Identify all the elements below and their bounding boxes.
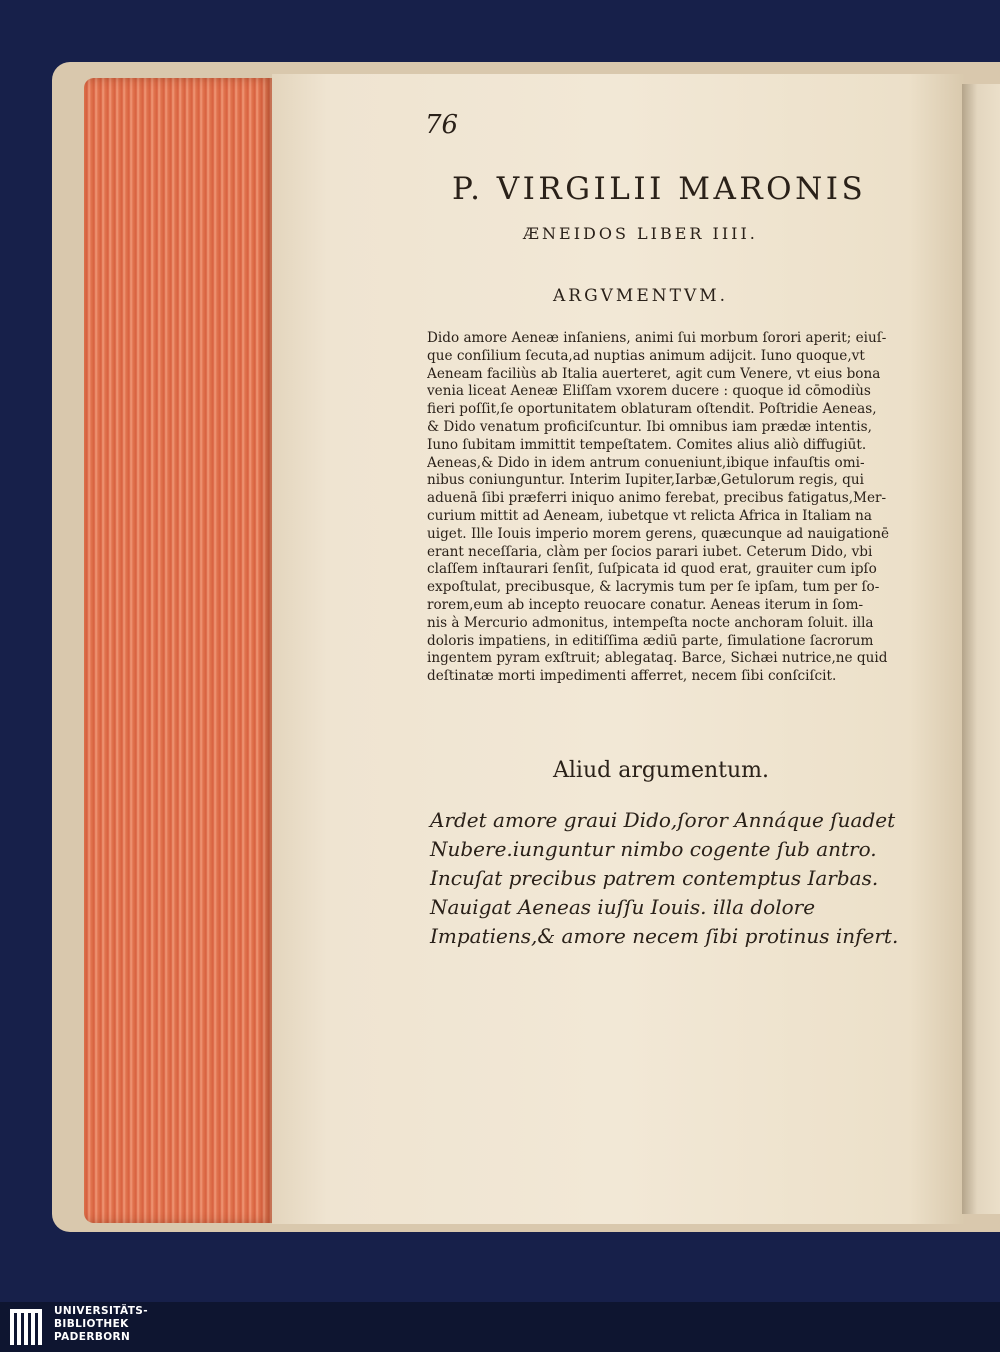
argument-line: doloris impatiens, in editiſſima ædiū parte, ſimulatione ſacrorum (427, 632, 874, 649)
argument-line: uiget. Ille Iouis imperio morem gerens, quæcunque ad nauigationē (427, 525, 890, 542)
argument-line: fieri poſſit,ſe oportunitatem oblaturam oſtendit. Poſtridie Aeneas, (427, 401, 877, 418)
argument-line: ingentem pyram exſtruit; ablegataq. Barce, Sichæi nutrice,ne quid (427, 650, 888, 667)
argument-paragraph (427, 330, 902, 686)
argument-line: nis à Mercurio admonitus, intempeſta nocte anchoram ſoluit. illa (427, 614, 874, 631)
argument-line: curium mittit ad Aeneam, iubetque vt relicta Africa in Italiam na (427, 507, 872, 524)
verse-line: Ardet amore graui Dido,ſoror Annáque ſuadet (430, 808, 896, 832)
alt-argument-heading: Aliud argumentum. (553, 758, 770, 783)
argument-line: deſtinatæ morti impedimenti afferret, necem ſibi conſciſcit. (427, 668, 837, 685)
section-heading: ARGVMENTVM. (553, 286, 729, 306)
argument-line: rorem,eum ab incepto reuocare conatur. Aeneas iterum in ſom- (427, 596, 864, 613)
argument-line: Iuno ſubitam immittit tempeſtatem. Comites alius aliò diffugiūt. (427, 436, 867, 453)
book-title: P. VIRGILII MARONIS (452, 171, 867, 207)
argument-line: venia liceat Aeneæ Eliſſam vxorem ducere : quoque id cōmodiùs (427, 383, 871, 400)
library-name-line-1: UNIVERSITÄTS- (54, 1305, 149, 1317)
library-name (54, 1305, 148, 1344)
argument-line: que conſilium ſecuta,ad nuptias animum adijcit. Iuno quoque,vt (427, 347, 865, 364)
library-name-line-2: BIBLIOTHEK (54, 1318, 129, 1330)
verse-line: Impatiens,& amore necem ſibi protinus infert. (430, 924, 899, 948)
argument-line: Dido amore Aeneæ inſaniens, animi ſui morbum ſorori aperit; eiuſ- (427, 330, 887, 346)
argument-line: Aeneam faciliùs ab Italia auerteret, agit cum Venere, vt eius bona (427, 365, 881, 382)
argument-line: erant neceſſaria, clàm per ſocios parari iubet. Ceterum Dido, vbi (427, 543, 873, 560)
argument-line: claſſem inſtaurari ſenſit, ſuſpicata id quod erat, grauiter cum ipſo (427, 561, 877, 578)
footer-bar (0, 1302, 1000, 1352)
page-number: 76 (425, 110, 459, 140)
library-logo-icon (8, 1306, 48, 1348)
page-edges (84, 78, 274, 1223)
verse-line: Incuſat precibus patrem contemptus Iarbas. (430, 866, 879, 890)
argument-line: expoſtulat, precibusque, & lacrymis tum per ſe ipſam, tum per ſo- (427, 579, 880, 596)
argument-line: Aeneas,& Dido in idem antrum conueniunt,ibique infauſtis omi- (427, 454, 865, 471)
library-name-line-3: PADERBORN (54, 1331, 131, 1343)
argument-line: nibus coniunguntur. Interim Iupiter,Iarbæ,Getulorum regis, qui (427, 472, 864, 489)
argument-line: aduenā ſibi præferri iniquo animo ferebat, precibus fatigatus,Mer- (427, 490, 887, 507)
argument-line: & Dido venatum proficiſcuntur. Ibi omnibus iam prædæ intentis, (427, 418, 872, 435)
book-subtitle: ÆNEIDOS LIBER IIII. (523, 224, 758, 243)
verse-line: Nubere.iunguntur nimbo cogente ſub antro. (430, 837, 877, 861)
verse-line: Nauigat Aeneas iuſſu Iouis. illa dolore (430, 895, 816, 919)
verse-block (430, 806, 898, 951)
right-page-edge (962, 84, 1000, 1214)
